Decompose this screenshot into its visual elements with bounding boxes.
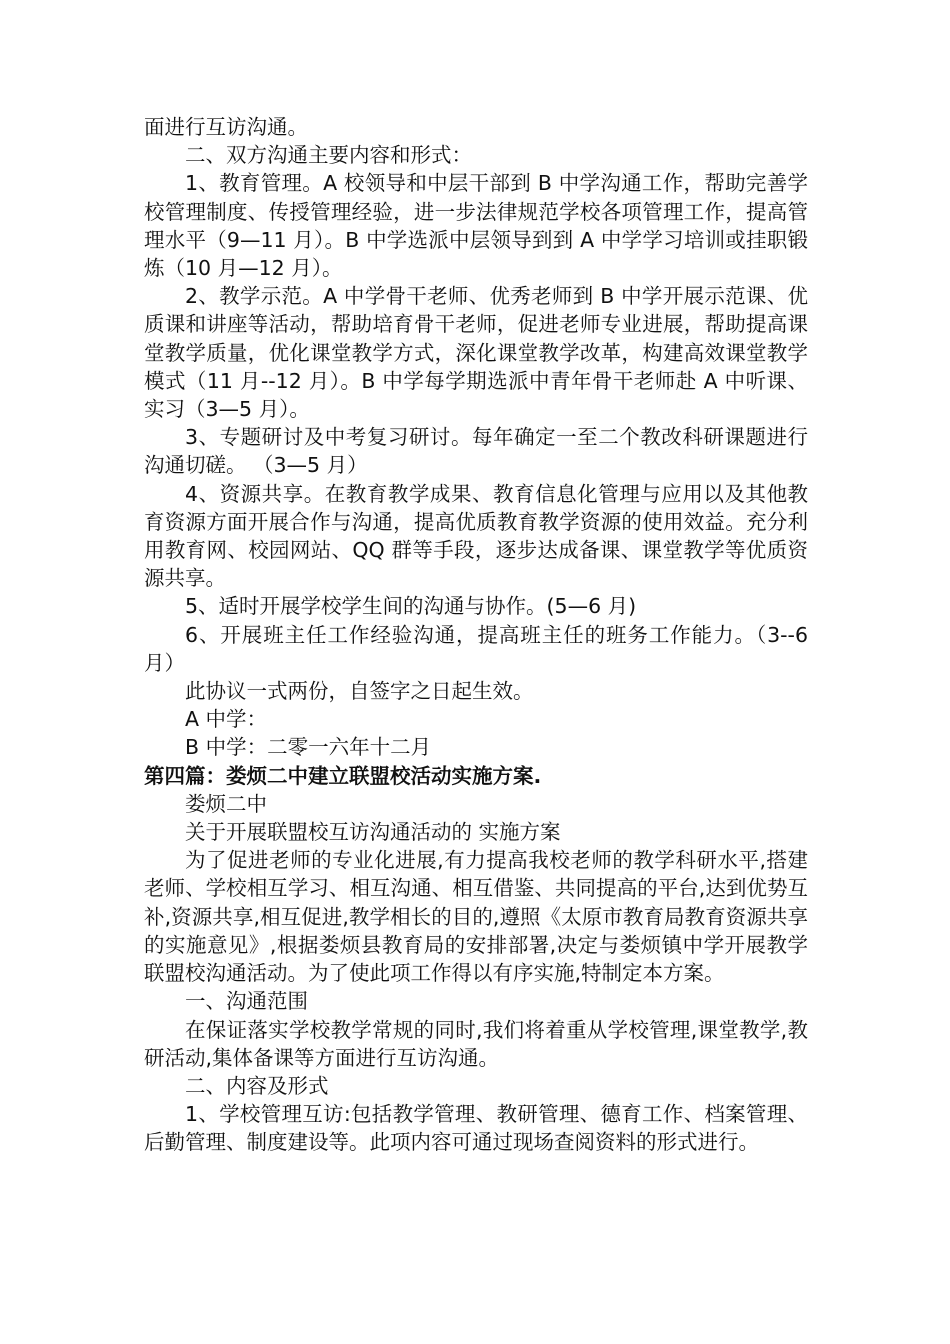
section-heading-scope: 一、沟通范围	[185, 989, 308, 1014]
list-item-education-management: 1、教育管理。A 校领导和中层干部到 B 中学沟通工作，帮助完善学校管理制度、传授管理经验，进一步法律规范学校各项管理工作，提高管理水平（9—11 月）。B 中学选派中层领导到到 A 中学学习培训或挂职锻炼（10 月—12 月）。	[144, 171, 808, 281]
list-item-head-teacher-exchange: 6、开展班主任工作经验沟通，提高班主任的班务工作能力。（3--6 月）	[144, 622, 808, 675]
chapter-title: 第四篇：娄烦二中建立联盟校活动实施方案.	[144, 763, 542, 788]
agreement-validity: 此协议一式两份，自签字之日起生效。	[185, 679, 534, 704]
signature-a: A 中学：	[185, 707, 268, 732]
section-heading-two: 二、双方沟通主要内容和形式：	[185, 143, 472, 168]
plan-intro: 为了促进老师的专业化进展,有力提高我校老师的教学科研水平,搭建老师、学校相互学习、相互沟通、相互借鉴、共同提高的平台,达到优势互补,资源共享,相互促进,教学相长的目的,遵照《太原市教育局教育资源共享的实施意见》,根据娄烦县教育局的安排部署,决定与娄烦镇中学开展教学联盟校沟通活动。为了使此项工作得以有序实施,特制定本方案。	[144, 848, 808, 986]
list-item-special-research: 3、专题研讨及中考复习研讨。每年确定一至二个教改科研课题进行沟通切磋。 （3—5 月）	[144, 425, 808, 478]
list-item-teaching-demonstration: 2、教学示范。A 中学骨干老师、优秀老师到 B 中学开展示范课、优质课和讲座等活动，帮助培育骨干老师，促进老师专业进展，帮助提高课堂教学质量，优化课堂教学方式，深化课堂教学改革，构建高效课堂教学模式（11 月--12 月）。B 中学每学期选派中青年骨干老师赴 A 中听课、实习（3—5 月）。	[144, 284, 808, 422]
list-item-resource-sharing: 4、资源共享。在教育教学成果、教育信息化管理与应用以及其他教育资源方面开展合作与沟通，提高优质教育教学资源的使用效益。充分利用教育网、校园网站、QQ 群等手段，逐步达成备课、课堂教学等优质资源共享。	[144, 481, 808, 591]
section-heading-content: 二、内容及形式	[185, 1073, 329, 1098]
list-item-student-exchange: 5、适时开展学校学生间的沟通与协作。(5—6 月)	[185, 594, 637, 619]
document-page	[144, 113, 808, 1157]
list-item-school-management-visit: 1、学校管理互访:包括教学管理、教研管理、德育工作、档案管理、后勤管理、制度建设等。此项内容可通过现场查阅资料的形式进行。	[144, 1102, 808, 1155]
paragraph: 面进行互访沟通。	[144, 115, 308, 139]
scope-text: 在保证落实学校教学常规的同时,我们将着重从学校管理,课堂教学,教研活动,集体备课等方面进行互访沟通。	[144, 1017, 808, 1070]
signature-b: B 中学：二零一六年十二月	[185, 735, 432, 760]
school-name: 娄烦二中	[185, 791, 267, 816]
plan-title: 关于开展联盟校互访沟通活动的 实施方案	[185, 820, 561, 845]
